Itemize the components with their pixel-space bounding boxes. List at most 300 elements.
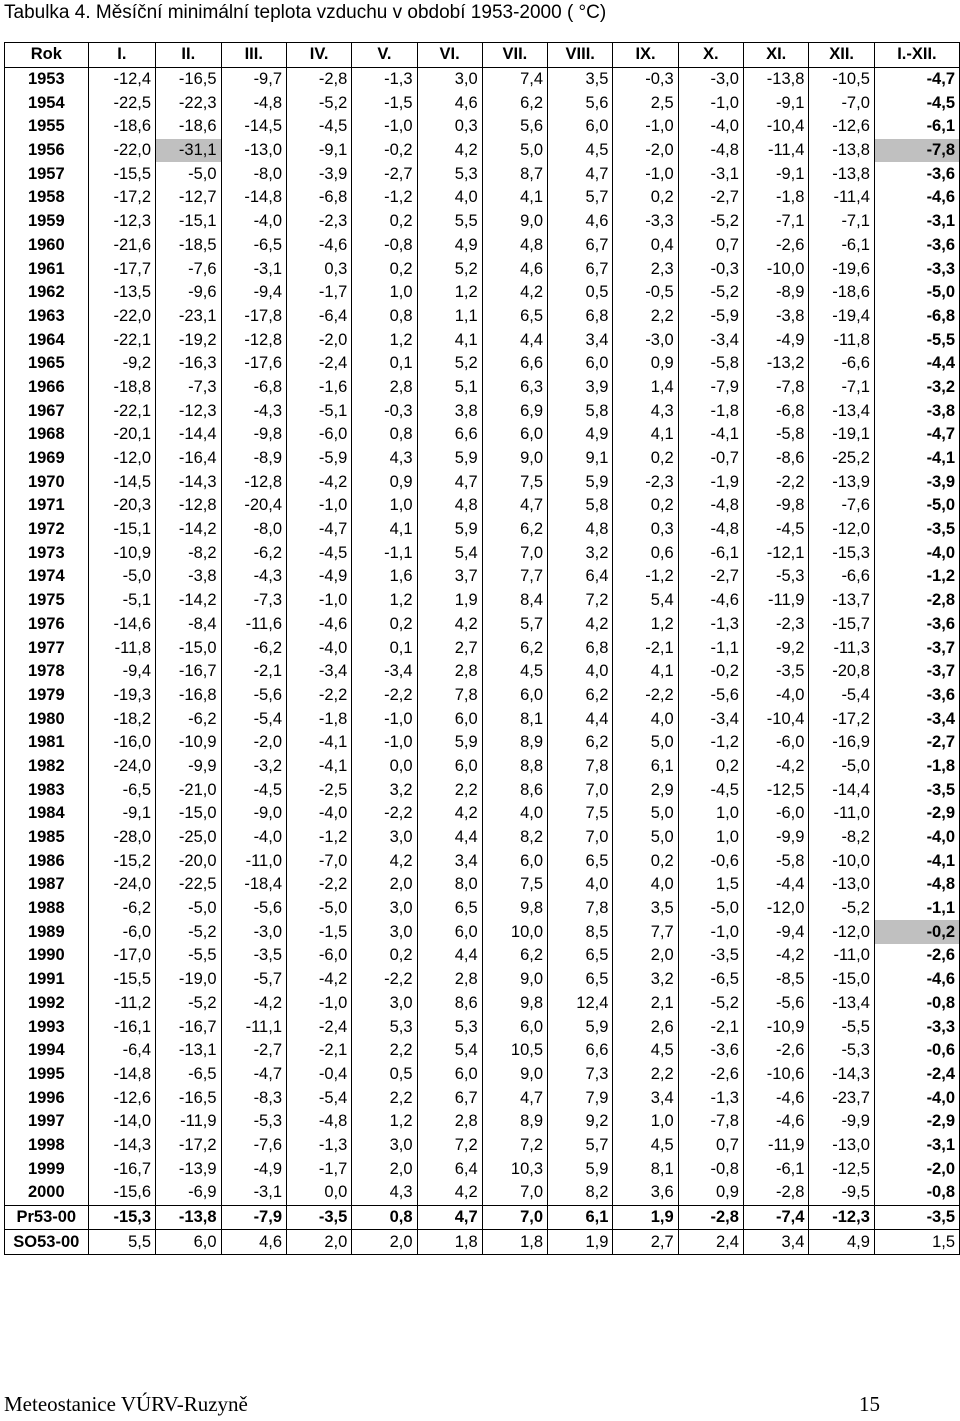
annual-value-cell: -0,8: [874, 1181, 959, 1205]
month-value-cell: -3,4: [678, 707, 743, 731]
month-value-cell: -2,2: [287, 873, 352, 897]
month-value-cell: 2,1: [613, 992, 678, 1016]
annual-value-cell: -2,6: [874, 944, 959, 968]
month-value-cell: -11,3: [809, 636, 874, 660]
month-value-cell: 3,0: [417, 67, 482, 91]
month-value-cell: 4,2: [352, 849, 417, 873]
month-value-cell: 6,5: [482, 305, 547, 329]
month-value-cell: -4,2: [743, 755, 808, 779]
month-value-cell: 5,8: [548, 399, 613, 423]
month-value-cell: -13,1: [156, 1039, 221, 1063]
column-header: XI.: [743, 43, 808, 68]
stat-value-cell: 6,1: [548, 1205, 613, 1230]
month-value-cell: -13,8: [743, 67, 808, 91]
month-value-cell: -0,3: [352, 399, 417, 423]
month-value-cell: -4,6: [287, 613, 352, 637]
year-cell: 1995: [5, 1063, 89, 1087]
column-header: IV.: [287, 43, 352, 68]
month-value-cell: 4,7: [482, 494, 547, 518]
month-value-cell: -1,0: [678, 920, 743, 944]
month-value-cell: -10,4: [743, 115, 808, 139]
stat-value-cell: -12,3: [809, 1205, 874, 1230]
month-value-cell: 3,5: [548, 67, 613, 91]
month-value-cell: -3,2: [221, 755, 286, 779]
table-row: [5, 162, 960, 186]
month-value-cell: -1,0: [613, 115, 678, 139]
month-value-cell: -14,8: [88, 1063, 155, 1087]
table-row: [5, 376, 960, 400]
month-value-cell: -3,0: [613, 328, 678, 352]
month-value-cell: -9,1: [743, 91, 808, 115]
stat-value-cell: -15,3: [88, 1205, 155, 1230]
month-value-cell: 4,1: [613, 423, 678, 447]
month-value-cell: -0,2: [678, 660, 743, 684]
month-value-cell: -8,2: [809, 826, 874, 850]
month-value-cell: -4,0: [678, 115, 743, 139]
annual-value-cell: -4,6: [874, 186, 959, 210]
annual-value-cell: -1,8: [874, 755, 959, 779]
month-value-cell: 4,2: [417, 802, 482, 826]
month-value-cell: -0,3: [613, 67, 678, 91]
month-value-cell: -5,9: [287, 447, 352, 471]
month-value-cell: -0,2: [352, 139, 417, 163]
table-row: [5, 826, 960, 850]
month-value-cell: -9,8: [221, 423, 286, 447]
month-value-cell: 6,0: [482, 849, 547, 873]
month-value-cell: -4,5: [287, 115, 352, 139]
month-value-cell: -2,3: [287, 210, 352, 234]
month-value-cell: 0,2: [352, 210, 417, 234]
year-cell: 1959: [5, 210, 89, 234]
month-value-cell: 6,7: [548, 257, 613, 281]
annual-value-cell: -4,0: [874, 541, 959, 565]
month-value-cell: 7,7: [482, 565, 547, 589]
year-cell: 1969: [5, 447, 89, 471]
month-value-cell: 8,1: [613, 1157, 678, 1181]
month-value-cell: -23,7: [809, 1086, 874, 1110]
month-value-cell: -9,1: [88, 802, 155, 826]
month-value-cell: -15,5: [88, 162, 155, 186]
month-value-cell: -6,6: [809, 565, 874, 589]
month-value-cell: 4,0: [482, 802, 547, 826]
month-value-cell: -15,0: [156, 636, 221, 660]
month-value-cell: 0,8: [352, 423, 417, 447]
month-value-cell: -4,1: [287, 731, 352, 755]
average-row: [5, 1205, 960, 1230]
month-value-cell: -19,4: [809, 305, 874, 329]
month-value-cell: 3,8: [417, 399, 482, 423]
month-value-cell: -7,1: [809, 376, 874, 400]
month-value-cell: 7,2: [417, 1134, 482, 1158]
month-value-cell: 2,2: [613, 305, 678, 329]
month-value-cell: 6,3: [482, 376, 547, 400]
month-value-cell: -4,0: [221, 826, 286, 850]
month-value-cell: 4,1: [613, 660, 678, 684]
month-value-cell: 4,4: [417, 944, 482, 968]
month-value-cell: -12,7: [156, 186, 221, 210]
month-value-cell: -9,2: [88, 352, 155, 376]
month-value-cell: -6,1: [809, 234, 874, 258]
month-value-cell: 1,0: [678, 802, 743, 826]
month-value-cell: -16,5: [156, 67, 221, 91]
month-value-cell: -18,8: [88, 376, 155, 400]
month-value-cell: 2,9: [613, 778, 678, 802]
month-value-cell: -7,8: [743, 376, 808, 400]
month-value-cell: 10,0: [482, 920, 547, 944]
month-value-cell: 9,0: [482, 210, 547, 234]
month-value-cell: -4,5: [743, 518, 808, 542]
month-value-cell: 5,2: [417, 352, 482, 376]
footer-station-name: Meteostanice VÚRV-Ruzyně: [4, 1392, 248, 1416]
stat-value-cell: 6,0: [156, 1230, 221, 1255]
table-row: [5, 91, 960, 115]
month-value-cell: -16,9: [809, 731, 874, 755]
annual-value-cell: -3,7: [874, 636, 959, 660]
month-value-cell: -10,9: [743, 1015, 808, 1039]
annual-value-cell: -2,4: [874, 1063, 959, 1087]
year-cell: 1970: [5, 470, 89, 494]
month-value-cell: -9,1: [743, 162, 808, 186]
page-title: Tabulka 4. Měsíční minimální teplota vzduchu v období 1953-2000 ( °C): [4, 2, 607, 23]
month-value-cell: -4,8: [221, 91, 286, 115]
month-value-cell: -2,7: [678, 565, 743, 589]
month-value-cell: -17,6: [221, 352, 286, 376]
month-value-cell: -14,5: [221, 115, 286, 139]
month-value-cell: 7,0: [548, 778, 613, 802]
month-value-cell: -4,5: [678, 778, 743, 802]
month-value-cell: 0,9: [678, 1181, 743, 1205]
month-value-cell: 2,3: [613, 257, 678, 281]
table-row: [5, 67, 960, 91]
stat-value-cell: 2,0: [287, 1230, 352, 1255]
column-header: I.-XII.: [874, 43, 959, 68]
table-row: [5, 139, 960, 163]
month-value-cell: 1,2: [352, 589, 417, 613]
month-value-cell: 4,5: [548, 139, 613, 163]
month-value-cell: 7,2: [548, 589, 613, 613]
year-cell: 1993: [5, 1015, 89, 1039]
table-row: [5, 257, 960, 281]
month-value-cell: 7,8: [417, 684, 482, 708]
month-value-cell: 8,8: [482, 755, 547, 779]
month-value-cell: -7,8: [678, 1110, 743, 1134]
month-value-cell: -12,3: [156, 399, 221, 423]
month-value-cell: 7,7: [613, 920, 678, 944]
month-value-cell: -11,9: [743, 1134, 808, 1158]
month-value-cell: -14,3: [809, 1063, 874, 1087]
month-value-cell: -4,5: [221, 778, 286, 802]
table-row: [5, 1039, 960, 1063]
month-value-cell: -2,7: [221, 1039, 286, 1063]
month-value-cell: -4,3: [221, 565, 286, 589]
month-value-cell: 9,0: [482, 447, 547, 471]
month-value-cell: 1,2: [352, 328, 417, 352]
stat-value-cell: 1,8: [482, 1230, 547, 1255]
month-value-cell: -5,4: [809, 684, 874, 708]
month-value-cell: -2,0: [613, 139, 678, 163]
month-value-cell: 7,4: [482, 67, 547, 91]
month-value-cell: -15,2: [88, 849, 155, 873]
month-value-cell: 4,5: [613, 1134, 678, 1158]
column-header: VI.: [417, 43, 482, 68]
month-value-cell: 4,8: [548, 518, 613, 542]
table-row: [5, 636, 960, 660]
year-cell: 1991: [5, 968, 89, 992]
year-cell: 1956: [5, 139, 89, 163]
month-value-cell: 1,5: [678, 873, 743, 897]
month-value-cell: -11,2: [88, 992, 155, 1016]
month-value-cell: 9,2: [548, 1110, 613, 1134]
month-value-cell: -1,3: [678, 1086, 743, 1110]
month-value-cell: -4,1: [678, 423, 743, 447]
month-value-cell: -13,0: [809, 1134, 874, 1158]
year-cell: 1958: [5, 186, 89, 210]
stat-value-cell: -7,9: [221, 1205, 286, 1230]
month-value-cell: -6,6: [809, 352, 874, 376]
month-value-cell: -3,8: [743, 305, 808, 329]
month-value-cell: -6,0: [743, 802, 808, 826]
month-value-cell: 3,0: [352, 992, 417, 1016]
month-value-cell: -14,4: [809, 778, 874, 802]
month-value-cell: -4,0: [743, 684, 808, 708]
month-value-cell: 0,5: [352, 1063, 417, 1087]
month-value-cell: 7,3: [548, 1063, 613, 1087]
month-value-cell: 1,2: [352, 1110, 417, 1134]
year-cell: 1961: [5, 257, 89, 281]
month-value-cell: 1,0: [352, 494, 417, 518]
month-value-cell: 4,0: [613, 873, 678, 897]
month-value-cell: 4,7: [417, 470, 482, 494]
month-value-cell: -9,2: [743, 636, 808, 660]
month-value-cell: -6,5: [221, 234, 286, 258]
month-value-cell: -16,7: [156, 660, 221, 684]
month-value-cell: -13,5: [88, 281, 155, 305]
month-value-cell: -1,7: [287, 281, 352, 305]
month-value-cell: -5,1: [88, 589, 155, 613]
month-value-cell: 8,6: [417, 992, 482, 1016]
month-value-cell: -15,1: [156, 210, 221, 234]
annual-value-cell: -1,2: [874, 565, 959, 589]
month-value-cell: 1,1: [417, 305, 482, 329]
month-value-cell: 9,0: [482, 1063, 547, 1087]
month-value-cell: -9,9: [743, 826, 808, 850]
month-value-cell: 4,2: [417, 1181, 482, 1205]
month-value-cell: -19,0: [156, 968, 221, 992]
month-value-cell: -9,4: [743, 920, 808, 944]
month-value-cell: 1,2: [417, 281, 482, 305]
month-value-cell: 10,5: [482, 1039, 547, 1063]
month-value-cell: -7,1: [809, 210, 874, 234]
stat-value-cell: -3,5: [287, 1205, 352, 1230]
month-value-cell: -21,0: [156, 778, 221, 802]
month-value-cell: 8,2: [548, 1181, 613, 1205]
month-value-cell: -2,2: [287, 684, 352, 708]
stat-value-cell: -2,8: [678, 1205, 743, 1230]
table-row: [5, 1086, 960, 1110]
month-value-cell: -1,2: [678, 731, 743, 755]
month-value-cell: 6,1: [613, 755, 678, 779]
table-row: [5, 707, 960, 731]
min-temperature-table: [4, 42, 960, 1255]
year-cell: 1977: [5, 636, 89, 660]
month-value-cell: 5,6: [482, 115, 547, 139]
year-cell: 1974: [5, 565, 89, 589]
table-row: [5, 660, 960, 684]
month-value-cell: 0,2: [613, 494, 678, 518]
month-value-cell: -12,6: [809, 115, 874, 139]
month-value-cell: 7,2: [482, 1134, 547, 1158]
month-value-cell: 5,4: [613, 589, 678, 613]
year-cell: 1955: [5, 115, 89, 139]
month-value-cell: -3,4: [352, 660, 417, 684]
month-value-cell: -4,2: [287, 470, 352, 494]
row-label-cell: SO53-00: [5, 1230, 89, 1255]
year-cell: 1996: [5, 1086, 89, 1110]
month-value-cell: 0,3: [417, 115, 482, 139]
month-value-cell: 2,5: [613, 91, 678, 115]
year-cell: 1979: [5, 684, 89, 708]
month-value-cell: -6,8: [743, 399, 808, 423]
annual-value-cell: -7,8: [874, 139, 959, 163]
month-value-cell: -11,8: [809, 328, 874, 352]
month-value-cell: 4,6: [482, 257, 547, 281]
month-value-cell: -8,5: [743, 968, 808, 992]
stat-value-cell: 1,9: [548, 1230, 613, 1255]
month-value-cell: -10,9: [88, 541, 155, 565]
month-value-cell: 0,2: [613, 849, 678, 873]
month-value-cell: 3,2: [613, 968, 678, 992]
month-value-cell: 3,9: [548, 376, 613, 400]
year-cell: 1976: [5, 613, 89, 637]
month-value-cell: 5,7: [548, 186, 613, 210]
month-value-cell: 6,5: [548, 849, 613, 873]
month-value-cell: -0,8: [678, 1157, 743, 1181]
month-value-cell: 4,3: [352, 447, 417, 471]
month-value-cell: -2,2: [352, 802, 417, 826]
month-value-cell: 4,6: [417, 91, 482, 115]
annual-value-cell: -4,1: [874, 849, 959, 873]
month-value-cell: -1,3: [287, 1134, 352, 1158]
month-value-cell: 4,4: [417, 826, 482, 850]
month-value-cell: 6,0: [482, 1015, 547, 1039]
month-value-cell: -7,0: [287, 849, 352, 873]
month-value-cell: 4,6: [548, 210, 613, 234]
annual-value-cell: -0,6: [874, 1039, 959, 1063]
month-value-cell: -14,2: [156, 518, 221, 542]
month-value-cell: -13,4: [809, 992, 874, 1016]
month-value-cell: -6,5: [156, 1063, 221, 1087]
month-value-cell: 0,5: [548, 281, 613, 305]
year-cell: 1972: [5, 518, 89, 542]
month-value-cell: -19,3: [88, 684, 155, 708]
month-value-cell: -1,0: [352, 115, 417, 139]
month-value-cell: -7,6: [221, 1134, 286, 1158]
month-value-cell: 4,0: [548, 873, 613, 897]
month-value-cell: -12,3: [88, 210, 155, 234]
month-value-cell: -12,0: [88, 447, 155, 471]
table-row: [5, 1063, 960, 1087]
month-value-cell: -5,6: [678, 684, 743, 708]
month-value-cell: 7,0: [548, 826, 613, 850]
month-value-cell: -5,0: [88, 565, 155, 589]
month-value-cell: -17,2: [156, 1134, 221, 1158]
column-header: X.: [678, 43, 743, 68]
month-value-cell: 7,8: [548, 755, 613, 779]
month-value-cell: -7,1: [743, 210, 808, 234]
annual-value-cell: -3,6: [874, 613, 959, 637]
month-value-cell: -2,2: [743, 470, 808, 494]
column-header: VII.: [482, 43, 547, 68]
table-row: [5, 778, 960, 802]
month-value-cell: -1,5: [352, 91, 417, 115]
annual-value-cell: -3,3: [874, 257, 959, 281]
year-cell: 2000: [5, 1181, 89, 1205]
month-value-cell: -4,6: [743, 1086, 808, 1110]
month-value-cell: -12,6: [88, 1086, 155, 1110]
month-value-cell: 7,9: [548, 1086, 613, 1110]
annual-value-cell: -2,0: [874, 1157, 959, 1181]
month-value-cell: -1,7: [287, 1157, 352, 1181]
month-value-cell: 8,6: [482, 778, 547, 802]
month-value-cell: -22,1: [88, 328, 155, 352]
annual-value-cell: -3,3: [874, 1015, 959, 1039]
month-value-cell: 6,2: [482, 944, 547, 968]
month-value-cell: -10,6: [743, 1063, 808, 1087]
month-value-cell: -12,8: [221, 470, 286, 494]
month-value-cell: -9,9: [156, 755, 221, 779]
annual-value-cell: -3,2: [874, 376, 959, 400]
year-cell: 1978: [5, 660, 89, 684]
month-value-cell: -7,3: [156, 376, 221, 400]
month-value-cell: -0,6: [678, 849, 743, 873]
month-value-cell: -8,0: [221, 162, 286, 186]
stat-value-cell: 4,9: [809, 1230, 874, 1255]
month-value-cell: -17,0: [88, 944, 155, 968]
month-value-cell: 6,6: [417, 423, 482, 447]
annual-value-cell: -3,5: [874, 778, 959, 802]
month-value-cell: -7,9: [678, 376, 743, 400]
table-row: [5, 1015, 960, 1039]
month-value-cell: 4,9: [548, 423, 613, 447]
month-value-cell: 6,2: [548, 684, 613, 708]
month-value-cell: -1,2: [352, 186, 417, 210]
month-value-cell: -2,1: [613, 636, 678, 660]
month-value-cell: 1,0: [678, 826, 743, 850]
month-value-cell: 4,9: [417, 234, 482, 258]
month-value-cell: 2,2: [352, 1039, 417, 1063]
table-row: [5, 541, 960, 565]
table-row: [5, 920, 960, 944]
month-value-cell: -5,3: [743, 565, 808, 589]
month-value-cell: 2,2: [352, 1086, 417, 1110]
month-value-cell: -4,0: [287, 802, 352, 826]
month-value-cell: -12,8: [221, 328, 286, 352]
month-value-cell: 0,6: [613, 541, 678, 565]
month-value-cell: -4,2: [287, 968, 352, 992]
month-value-cell: -6,0: [743, 731, 808, 755]
month-value-cell: -7,6: [809, 494, 874, 518]
year-cell: 1963: [5, 305, 89, 329]
table-row: [5, 992, 960, 1016]
month-value-cell: -1,0: [287, 992, 352, 1016]
month-value-cell: 6,2: [482, 636, 547, 660]
month-value-cell: 9,8: [482, 897, 547, 921]
month-value-cell: -8,0: [221, 518, 286, 542]
month-value-cell: -5,2: [809, 897, 874, 921]
year-cell: 1980: [5, 707, 89, 731]
month-value-cell: -11,0: [221, 849, 286, 873]
month-value-cell: 3,2: [352, 778, 417, 802]
